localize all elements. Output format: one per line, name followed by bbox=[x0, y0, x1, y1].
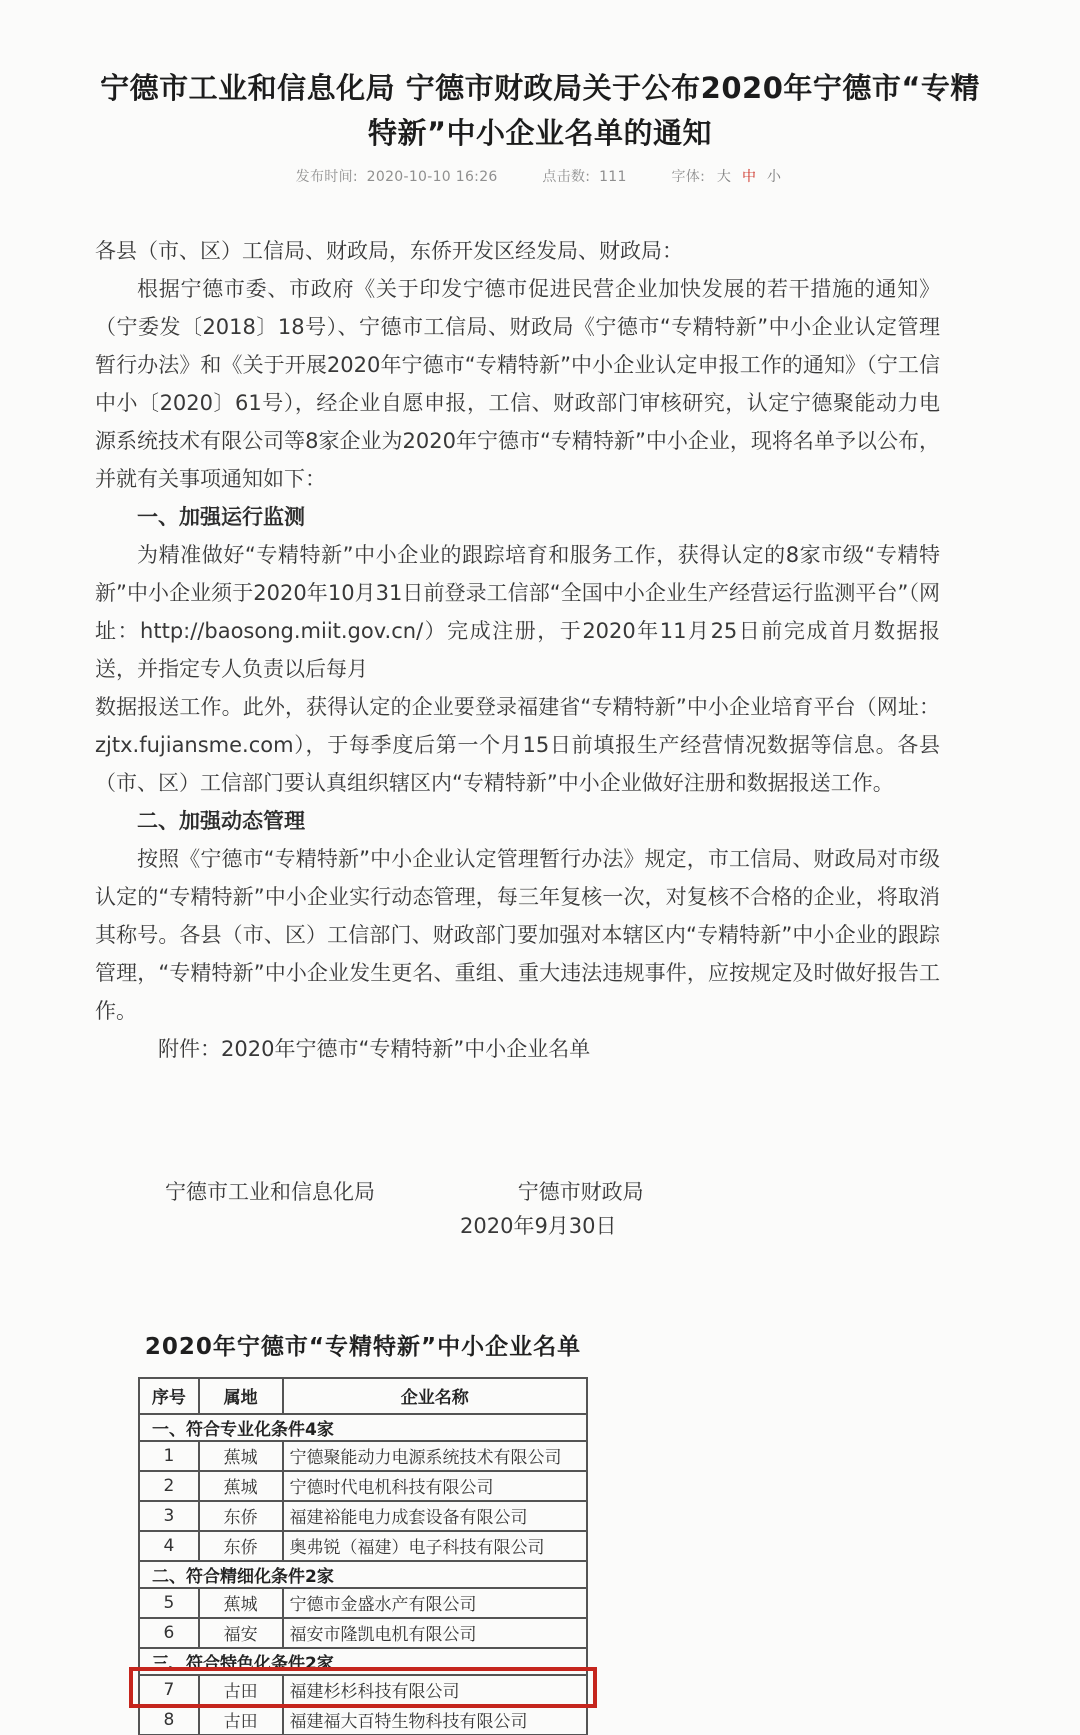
cell-name: 福建福大百特生物科技有限公司 bbox=[283, 1705, 587, 1735]
signature-org-1: 宁德市工业和信息化局 bbox=[165, 1179, 375, 1204]
section-label-row bbox=[139, 1561, 587, 1588]
table-row bbox=[139, 1471, 587, 1501]
click-count-value: 111 bbox=[599, 168, 627, 185]
intro-paragraph: 根据宁德市委、市政府《关于印发宁德市促进民营企业加快发展的若干措施的通知》（宁委发〔2018〕18号）、宁德市工信局、财政局《宁德市“专精特新”中小企业认定管理暂行办法》和《关于开展2020年宁德市“专精特新”中小企业认定申报工作的通知》（宁工信中小〔2020〕61号），经企业自愿申报，工信、财政部门审核研究，认定宁德聚能动力电源系统技术有限公司等8家企业为2020年宁德市“专精特新”中小企业，现将名单予以公布，并就有关事项通知如下： bbox=[95, 276, 940, 491]
cell-region: 福安 bbox=[199, 1618, 283, 1648]
salutation: 各县（市、区）工信局、财政局，东侨开发区经发局、财政局： bbox=[95, 238, 683, 263]
section-label: 一、符合专业化条件4家 bbox=[139, 1414, 587, 1441]
cell-no: 4 bbox=[139, 1531, 199, 1561]
attachment-table-title: 2020年宁德市“专精特新”中小企业名单 bbox=[144, 1333, 582, 1360]
publish-time-value: 2020-10-10 16:26 bbox=[366, 168, 498, 185]
table-row bbox=[139, 1501, 587, 1531]
font-size-large-button[interactable]: 大 bbox=[716, 168, 732, 185]
section-label: 三、符合特色化条件2家 bbox=[139, 1648, 587, 1675]
font-size-medium-button[interactable]: 中 bbox=[741, 168, 757, 185]
cell-name: 奥弗锐（福建）电子科技有限公司 bbox=[283, 1531, 587, 1561]
enterprise-table-wrapper bbox=[138, 1377, 588, 1735]
click-count bbox=[542, 166, 626, 186]
cell-no: 6 bbox=[139, 1618, 199, 1648]
cell-name: 福安市隆凯电机有限公司 bbox=[283, 1618, 587, 1648]
cell-no: 1 bbox=[139, 1441, 199, 1471]
cell-region: 东侨 bbox=[199, 1501, 283, 1531]
meta-row bbox=[0, 166, 1080, 186]
table-row bbox=[139, 1531, 587, 1561]
table-row bbox=[139, 1588, 587, 1618]
cell-no: 7 bbox=[139, 1675, 199, 1705]
publish-time-label: 发布时间: bbox=[295, 168, 358, 185]
cell-name: 宁德市金盛水产有限公司 bbox=[283, 1588, 587, 1618]
signature-block bbox=[95, 1176, 940, 1240]
cell-no: 5 bbox=[139, 1588, 199, 1618]
section2-paragraph: 按照《宁德市“专精特新”中小企业认定管理暂行办法》规定，市工信局、财政局对市级认定的“专精特新”中小企业实行动态管理，每三年复核一次，对复核不合格的企业，将取消其称号。各县（市、区）工信部门、财政部门要加强对本辖区内“专精特新”中小企业的跟踪管理，“专精特新”中小企业发生更名、重组、重大违法违规事件，应按规定及时做好报告工作。 bbox=[95, 846, 940, 1023]
signature-date: 2020年9月30日 bbox=[460, 1213, 617, 1238]
document-body bbox=[95, 232, 940, 1068]
publish-time bbox=[296, 166, 498, 186]
enterprise-table bbox=[138, 1377, 588, 1735]
table-row bbox=[139, 1705, 587, 1735]
cell-region: 古田 bbox=[199, 1675, 283, 1705]
signature-orgs bbox=[95, 1176, 940, 1206]
header-name: 企业名称 bbox=[283, 1378, 587, 1414]
click-count-label: 点击数: bbox=[542, 168, 591, 185]
section-label-row bbox=[139, 1414, 587, 1441]
table-header-row bbox=[139, 1378, 587, 1414]
cell-name: 宁德时代电机科技有限公司 bbox=[283, 1471, 587, 1501]
cell-name: 福建裕能电力成套设备有限公司 bbox=[283, 1501, 587, 1531]
cell-region: 蕉城 bbox=[199, 1441, 283, 1471]
attachment-section bbox=[95, 1328, 1080, 1735]
signature-org-2: 宁德市财政局 bbox=[517, 1179, 644, 1204]
section-label: 二、符合精细化条件2家 bbox=[139, 1561, 587, 1588]
cell-name: 宁德聚能动力电源系统技术有限公司 bbox=[283, 1441, 587, 1471]
cell-name: 福建杉杉科技有限公司 bbox=[283, 1675, 587, 1705]
section-label-row bbox=[139, 1648, 587, 1675]
page-title: 宁德市工业和信息化局 宁德市财政局关于公布2020年宁德市“专精特新”中小企业名单的通知 bbox=[100, 71, 980, 150]
section1-heading: 一、加强运行监测 bbox=[137, 504, 305, 529]
cell-region: 古田 bbox=[199, 1705, 283, 1735]
font-size-small-button[interactable]: 小 bbox=[767, 168, 782, 185]
cell-region: 蕉城 bbox=[199, 1588, 283, 1618]
cell-region: 东侨 bbox=[199, 1531, 283, 1561]
cell-no: 2 bbox=[139, 1471, 199, 1501]
header-no: 序号 bbox=[139, 1378, 199, 1414]
header-region: 属地 bbox=[199, 1378, 283, 1414]
font-size-switcher bbox=[671, 166, 784, 186]
section1-paragraph-2: 数据报送工作。此外，获得认定的企业要登录福建省“专精特新”中小企业培育平台（网址：zjtx.fujiansme.com），于每季度后第一个月15日前填报生产经营情况数据等信息。各县（市、区）工信部门要认真组织辖区内“专精特新”中小企业做好注册和数据报送工作。 bbox=[95, 694, 940, 795]
cell-no: 3 bbox=[139, 1501, 199, 1531]
cell-no: 8 bbox=[139, 1705, 199, 1735]
section2-heading: 二、加强动态管理 bbox=[137, 808, 305, 833]
attachment-reference-line: 附件：2020年宁德市“专精特新”中小企业名单 bbox=[158, 1036, 591, 1061]
table-row-highlighted bbox=[139, 1675, 587, 1705]
section1-paragraph-1: 为精准做好“专精特新”中小企业的跟踪培育和服务工作，获得认定的8家市级“专精特新”中小企业须于2020年10月31日前登录工信部“全国中小企业生产经营运行监测平台”（网址：http://baosong.miit.gov.cn/）完成注册，于2020年11月25日前完成首月数据报送，并指定专人负责以后每月 bbox=[95, 542, 940, 681]
table-row bbox=[139, 1441, 587, 1471]
cell-region: 蕉城 bbox=[199, 1471, 283, 1501]
font-size-label: 字体: bbox=[671, 168, 706, 185]
table-row bbox=[139, 1618, 587, 1648]
